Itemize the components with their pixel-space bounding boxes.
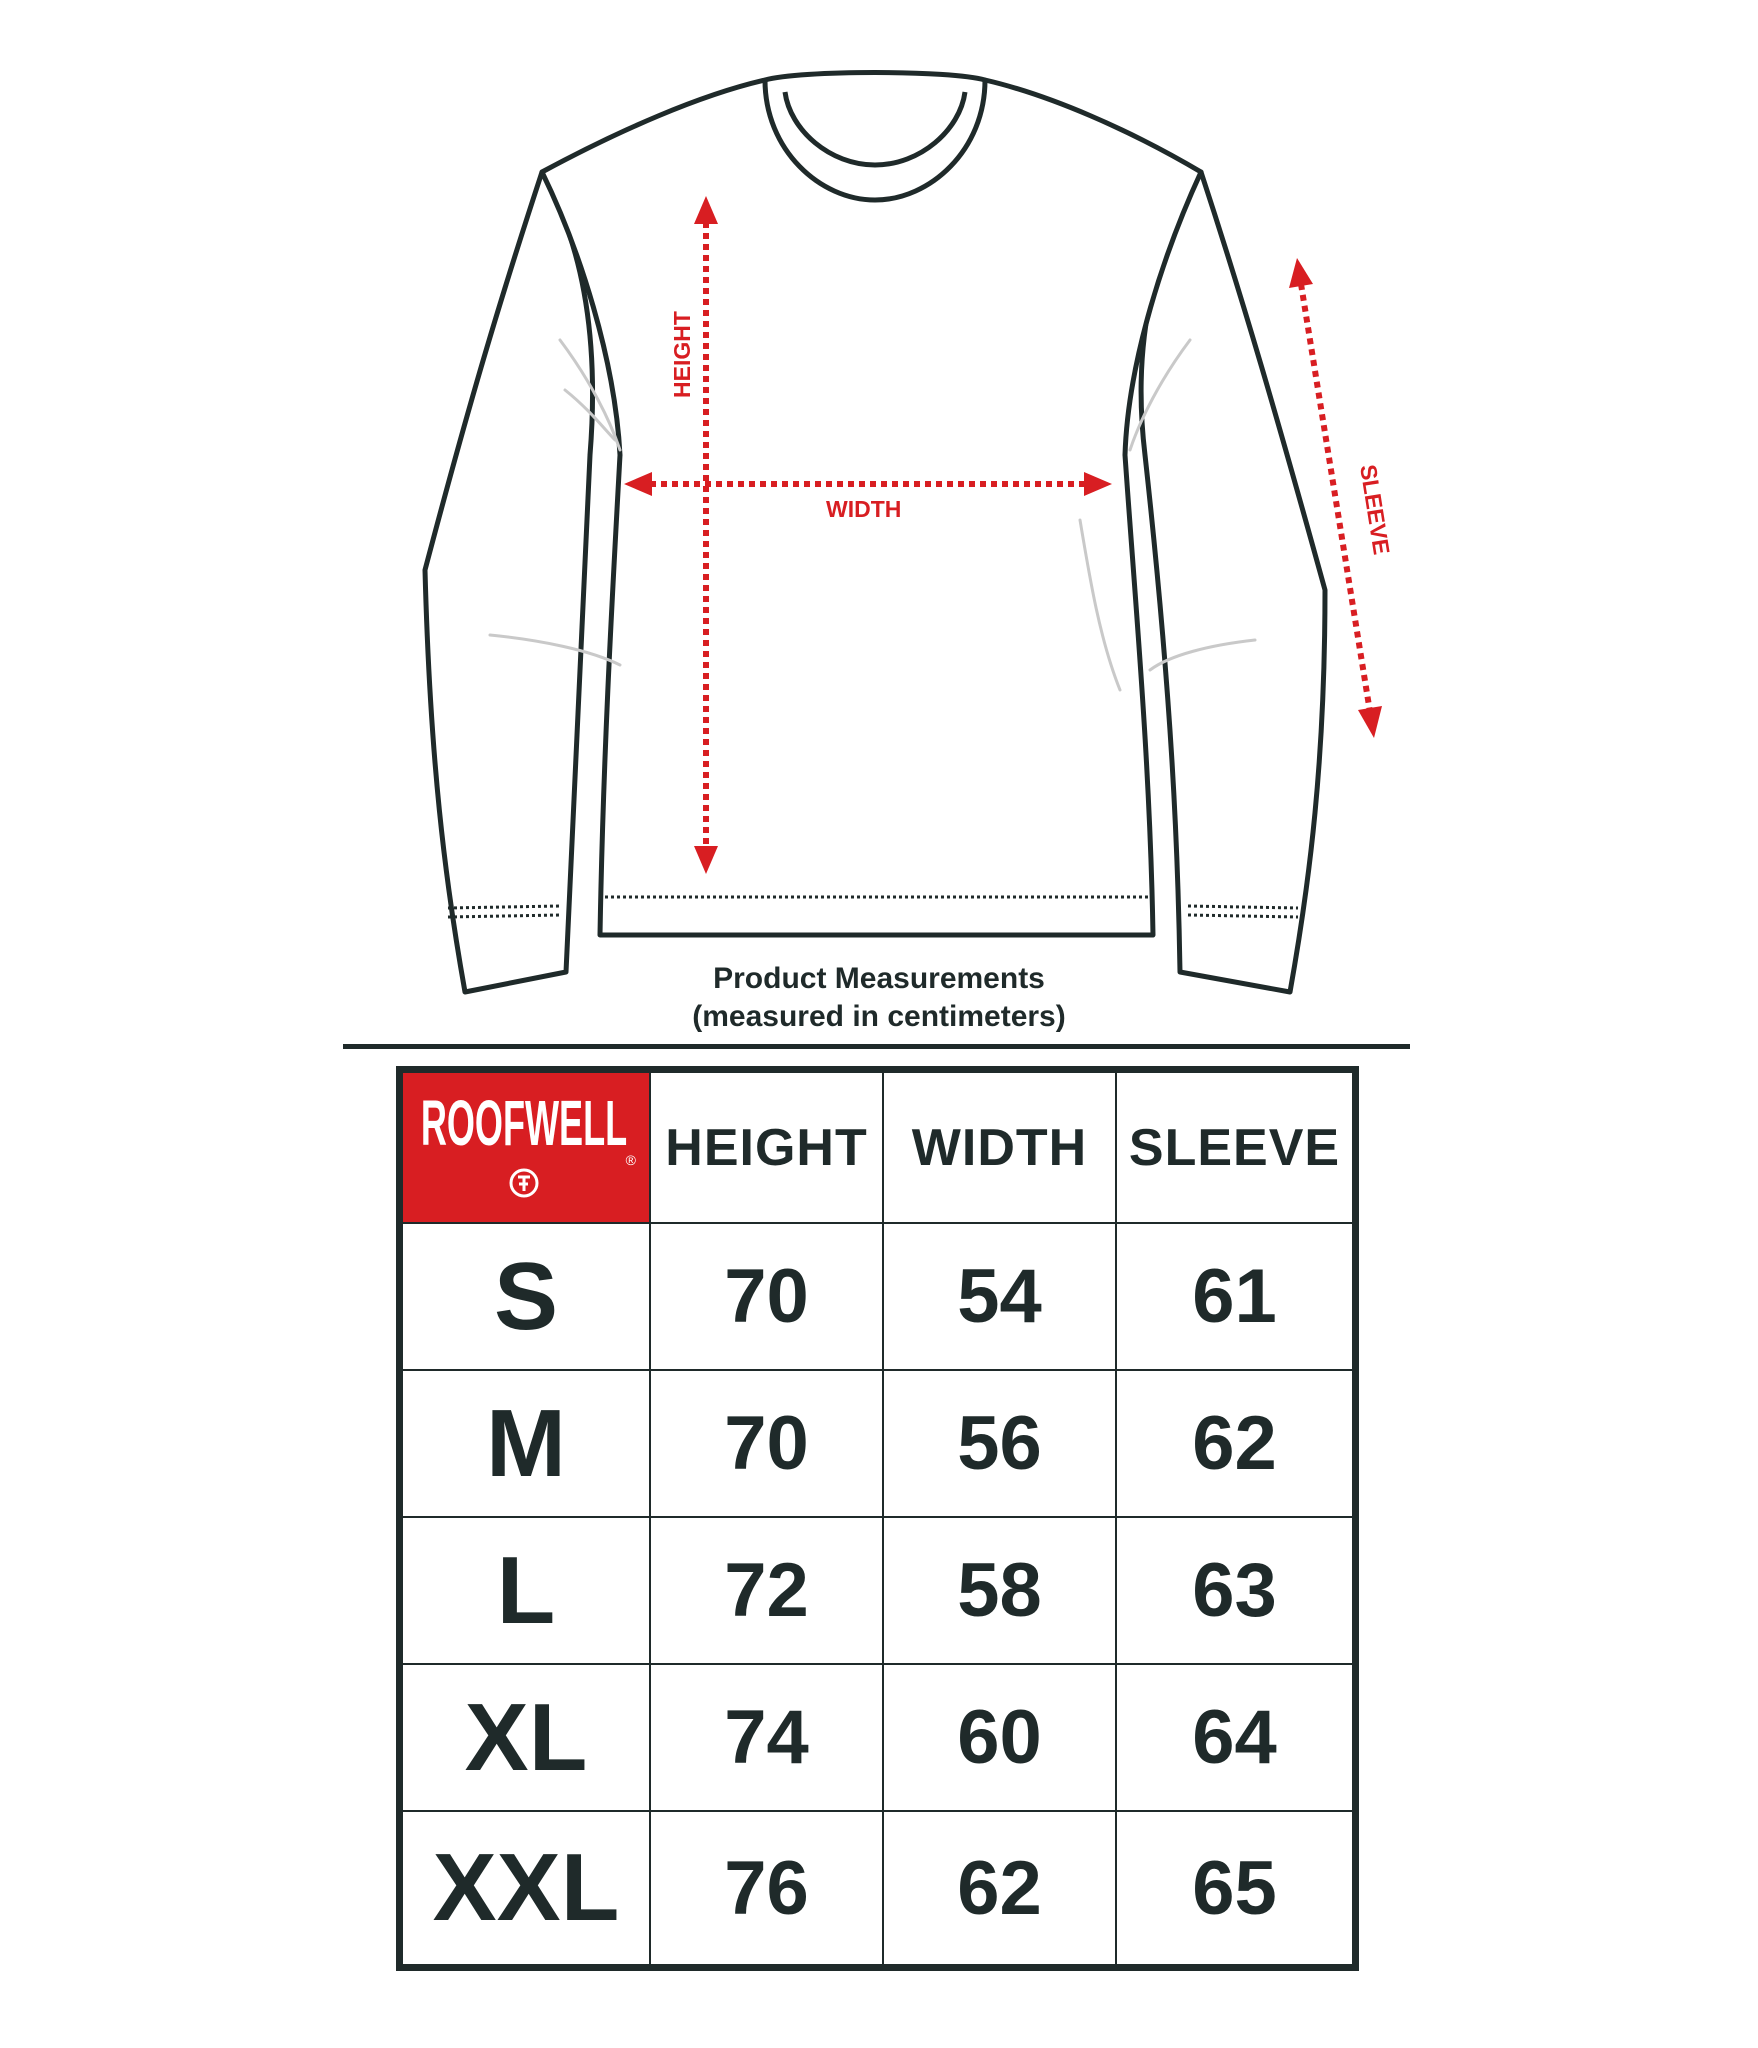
table-cell: 61 [1117,1224,1352,1371]
caption-subtitle: (measured in centimeters) [692,1000,1066,1033]
header-width: WIDTH [884,1073,1117,1224]
height-label: HEIGHT [669,311,695,398]
table-cell: 70 [651,1224,884,1371]
table-cell: 63 [1117,1518,1352,1665]
table-cell: 62 [1117,1371,1352,1518]
size-label: M [403,1371,651,1518]
table-cell: 76 [651,1812,884,1964]
table-cell: 70 [651,1371,884,1518]
table-cell: 58 [884,1518,1117,1665]
table-cell: 65 [1192,1845,1277,1931]
table-cell: 74 [651,1665,884,1812]
registered-mark: ® [625,1151,636,1168]
table-cell: 56 [884,1371,1117,1518]
table-cell: 62 [884,1812,1117,1964]
sleeve-label: SLEEVE [1355,462,1395,557]
brand-name: ROOFWELL [420,1086,628,1159]
caption-title: Product Measurements [713,962,1045,995]
header-height: HEIGHT [651,1073,884,1224]
table-cell: 64 [1117,1665,1352,1812]
size-table [396,1066,1359,1971]
left-sleeve [425,172,593,992]
width-label: WIDTH [826,496,902,522]
size-label: S [403,1224,651,1371]
size-label: L [403,1518,651,1665]
size-label: XXL [403,1812,651,1964]
brand-logo [403,1073,651,1224]
collar-back [765,73,985,81]
size-label: XL [403,1665,651,1812]
table-cell: 60 [884,1665,1117,1812]
header-sleeve: SLEEVE [1117,1073,1352,1224]
brand-emblem-icon [511,1170,537,1196]
table-cell: 54 [884,1224,1117,1371]
divider [343,1044,1410,1049]
right-sleeve [1141,172,1325,992]
table-cell: 72 [651,1518,884,1665]
